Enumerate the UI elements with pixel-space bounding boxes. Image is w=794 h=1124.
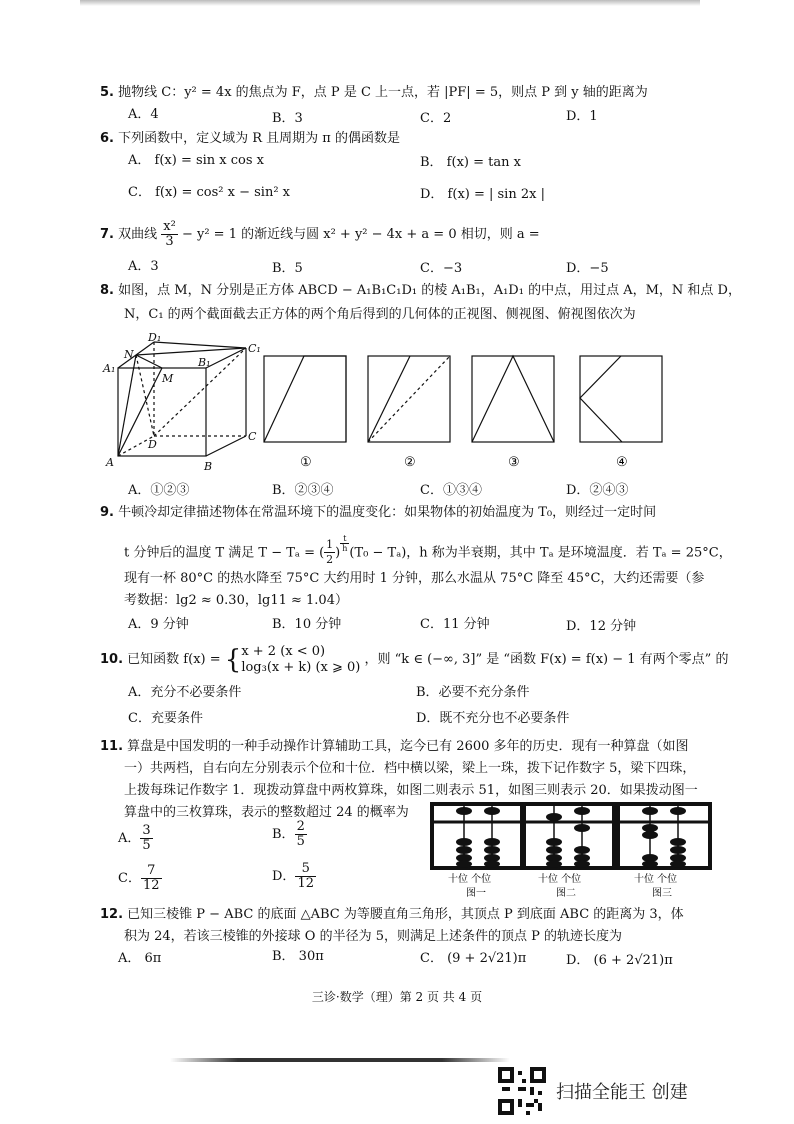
q10-option-c: C．充要条件 [128, 711, 203, 726]
abacus-2-caption: 图二 [556, 888, 576, 899]
q10-option-d: D．既不充分也不必要条件 [416, 711, 570, 726]
label-m: M [162, 372, 174, 385]
q10-text-a: 已知函数 f(x) = [127, 652, 221, 667]
q11-a-num: 3 [142, 823, 151, 838]
q8-option-c: C．①③④ [420, 483, 482, 498]
q11-c-num: 7 [141, 864, 162, 879]
label-a1: A₁ [103, 362, 116, 375]
abacus-1-caption: 图一 [466, 888, 486, 899]
q9-half-num: 1 [326, 538, 334, 552]
q10-case-1: x + 2 (x < 0) [241, 643, 326, 659]
q10-case-2: log₃(x + k) (x ⩾ 0) [241, 659, 361, 675]
q9-half [324, 538, 335, 567]
q11-d-letter: D． [272, 869, 296, 884]
q5-option-a: A．4 [128, 107, 159, 122]
q6-stem [100, 130, 400, 148]
q9-option-d: D．12 分钟 [566, 619, 637, 634]
q7-fraction [161, 220, 178, 249]
q8-text-1: 如图，点 M，N 分别是正方体 ABCD − A₁B₁C₁D₁ 的棱 A₁B₁，A₁D₁ 的中点，用过点 A，M，N 和点 D， [118, 283, 741, 298]
q6-option-b: B． f(x) = tan x [420, 155, 521, 170]
q12-line1 [100, 906, 684, 924]
q5-number: 5. [100, 85, 114, 100]
q11-number: 11. [100, 739, 124, 754]
label-a: A [106, 456, 114, 469]
q11-a-den: 5 [142, 838, 151, 853]
q11-b-letter: B． [272, 827, 295, 842]
abacus-3-cols: 十位 个位 [634, 874, 678, 885]
q11-text-1: 算盘是中国发明的一种手动操作计算辅助工具，迄今已有 2600 多年的历史．现有一种算盘（如图 [127, 739, 689, 754]
q11-d-den: 12 [297, 876, 314, 891]
abacus-3-caption: 图三 [652, 888, 672, 899]
view-2-label: ② [404, 455, 416, 470]
q11-line1 [100, 738, 689, 756]
abacus-3 [616, 800, 716, 900]
q6-number: 6. [100, 131, 114, 146]
q9-line4: 考数据：lg2 ≈ 0.30，lg11 ≈ 1.04） [124, 593, 348, 608]
q10-text-b: ，则 “k ∈ (−∞, 3]” 是 “函数 F(x) = f(x) − 1 有两个零点” 的 [364, 652, 729, 667]
q11-option-a [118, 822, 153, 856]
view-2 [366, 354, 452, 472]
q7-option-c: C．−3 [420, 261, 463, 276]
q9-exp-den: h [342, 544, 348, 553]
q8-option-a: A．①②③ [128, 483, 190, 498]
q11-c-frac [141, 864, 162, 893]
view-4 [578, 354, 664, 472]
q12-option-d: D． (6 + 2√21)π [566, 953, 673, 968]
q6-text: 下列函数中，定义域为 R 且周期为 π 的偶函数是 [118, 131, 400, 146]
q12-option-c: C． (9 + 2√21)π [420, 951, 527, 966]
q8-number: 8. [100, 283, 114, 298]
q7-option-d: D．−5 [566, 261, 609, 276]
q10-cases [241, 644, 360, 676]
q9-option-a: A．9 分钟 [128, 617, 189, 632]
q10-number: 10. [100, 652, 124, 667]
q9-text-2b: ) [335, 545, 341, 561]
q9-text-2c: (T₀ − Tₐ)，h 称为半衰期，其中 Tₐ 是环境温度．若 Tₐ = 25°C， [349, 545, 732, 561]
q11-line3: 上拨每珠记作数字 1．现拨动算盘中两枚算珠，如图二则表示 51，如图三则表示 20．如果拨动图一 [124, 783, 698, 798]
q7-stem [100, 220, 540, 250]
q9-exp-num: t [340, 534, 349, 544]
q9-text-2a: t 分钟后的温度 T 满足 T − Tₐ = ( [124, 545, 325, 561]
label-c1: C₁ [248, 342, 261, 355]
q7-frac-num: x² [163, 219, 176, 234]
q8-line1 [100, 282, 741, 300]
q11-a-letter: A． [118, 831, 141, 846]
q11-d-num: 5 [295, 862, 316, 877]
q12-option-a: A． 6π [118, 951, 162, 966]
q11-d-frac [295, 862, 316, 891]
q5-option-b: B．3 [272, 111, 303, 126]
q11-option-b [272, 818, 307, 852]
view-3-label: ③ [508, 455, 520, 470]
q5-text: 抛物线 C：y² = 4x 的焦点为 F，点 P 是 C 上一点，若 |PF| = 5，则点 P 到 y 轴的距离为 [118, 85, 648, 100]
abacus-2-cols: 十位 个位 [538, 874, 582, 885]
cube-figure [100, 332, 270, 476]
q7-text-a: 双曲线 [118, 227, 158, 242]
bottom-scan-edge [170, 1058, 510, 1062]
qr-code-icon [498, 1067, 546, 1115]
q9-text-1: 牛顿冷却定律描述物体在常温环境下的温度变化：如果物体的初始温度为 T₀，则经过一定时间 [118, 505, 657, 520]
q7-option-b: B．5 [272, 261, 303, 276]
abacus-2 [520, 800, 620, 900]
q9-option-c: C．11 分钟 [420, 617, 490, 632]
abacus-1-cols: 十位 个位 [448, 874, 492, 885]
page-footer: 三诊·数学（理）第 2 页 共 4 页 [311, 990, 483, 1004]
q11-line2: 一）共两档，自右向左分别表示个位和十位．档中横以梁，梁上一珠，拨下记作数字 5，梁下四珠， [124, 761, 696, 776]
view-3 [470, 354, 556, 472]
q6-option-d: D． f(x) = | sin 2x | [420, 187, 545, 202]
q6-option-a: A． f(x) = sin x cos x [128, 153, 265, 168]
q11-c-letter: C． [118, 871, 141, 886]
abacus-1 [430, 800, 530, 900]
view-4-label: ④ [616, 455, 628, 470]
q12-text-1: 已知三棱锥 P − ABC 的底面 △ABC 为等腰直角三角形，其顶点 P 到底面 ABC 的距离为 3，体 [127, 907, 684, 922]
q12-line2: 积为 24，若该三棱锥的外接球 O 的半径为 5，则满足上述条件的顶点 P 的轨迹长度为 [124, 929, 623, 944]
q5-option-d: D．1 [566, 109, 598, 124]
q11-b-den: 5 [296, 834, 305, 849]
view-1 [262, 354, 348, 472]
q12-number: 12. [100, 907, 124, 922]
label-b: B [204, 460, 213, 473]
q11-a-frac [140, 824, 152, 853]
q5-stem [100, 84, 648, 102]
q9-line1 [100, 504, 656, 522]
q7-option-a: A．3 [128, 259, 159, 274]
q12-option-b: B． 30π [272, 949, 324, 964]
scanner-watermark: 扫描全能王 创建 [556, 1082, 688, 1103]
q10-stem [100, 642, 728, 678]
q9-line3: 现有一杯 80°C 的热水降至 75°C 大约用时 1 分钟，那么水温从 75°C 降至 45°C，大约还需要（参 [124, 571, 705, 586]
q9-half-den: 2 [326, 553, 334, 567]
q11-line4: 算盘中的三枚算珠，表示的整数超过 24 的概率为 [124, 805, 409, 820]
q9-number: 9. [100, 505, 114, 520]
q11-b-num: 2 [296, 819, 305, 834]
q5-option-c: C．2 [420, 111, 452, 126]
q9-option-b: B．10 分钟 [272, 617, 342, 632]
q7-number: 7. [100, 227, 114, 242]
q7-text-b: − y² = 1 的渐近线与圆 x² + y² − 4x + a = 0 相切，则 a = [181, 227, 540, 242]
top-scan-edge [80, 0, 700, 6]
label-c: C [248, 430, 257, 443]
q11-option-d [272, 860, 316, 894]
label-d1: D₁ [148, 332, 162, 344]
q9-line2 [124, 534, 732, 568]
label-d: D [148, 438, 157, 451]
view-1-label: ① [300, 455, 312, 470]
q10-option-a: A．充分不必要条件 [128, 685, 242, 700]
q11-c-den: 12 [142, 878, 160, 893]
q10-brace: { [224, 644, 242, 675]
q6-option-c: C． f(x) = cos² x − sin² x [128, 185, 291, 200]
q10-option-b: B．必要不充分条件 [416, 685, 530, 700]
q8-option-d: D．②④③ [566, 483, 629, 498]
q8-option-b: B．②③④ [272, 483, 334, 498]
q7-frac-den: 3 [165, 234, 174, 249]
q8-line2: N，C₁ 的两个截面截去正方体的两个角后得到的几何体的正视图、侧视图、俯视图依次为 [124, 307, 636, 322]
label-n: N [124, 348, 134, 361]
q11-b-frac [295, 820, 307, 849]
q11-option-c [118, 862, 162, 896]
label-b1: B₁ [198, 356, 211, 369]
